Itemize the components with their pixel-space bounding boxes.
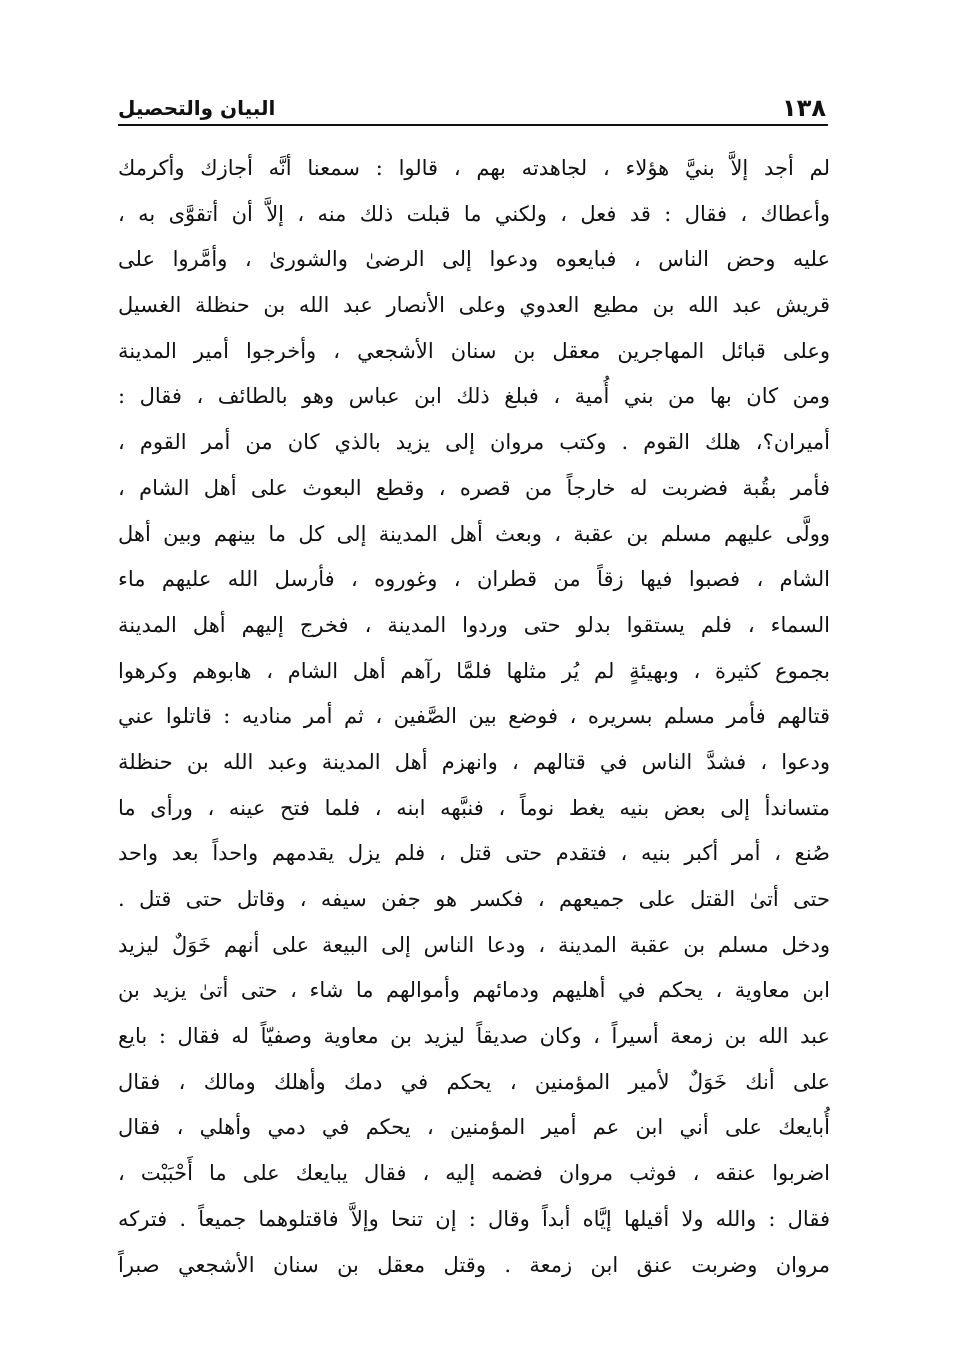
text-line: عليه وحض الناس ، فبايعوه ودعوا إلى الرضىٰ والشورىٰ ، وأمَّروا على xyxy=(118,247,830,272)
text-line: ودخل مسلم بن عقبة المدينة ، ودعا الناس إلى البيعة على أنهم خَوَلٌ ليزيد xyxy=(118,932,830,957)
text-line: أُبايعك على أني ابن عم أمير المؤمنين ، يحكم في دمي وأهلي ، فقال xyxy=(118,1115,830,1140)
text-line: السماء ، فلم يستقوا بدلو حتى وردوا المدينة ، فخرج إليهم أهل المدينة xyxy=(118,612,830,637)
text-line: وولَّى عليهم مسلم بن عقبة ، وبعث أهل المدينة إلى كل ما بينهم وبين أهل xyxy=(118,521,830,546)
text-line: ومن كان بها من بني أُمية ، فبلغ ذلك ابن عباس وهو بالطائف ، فقال : xyxy=(118,384,830,409)
text-line: حتى أتىٰ القتل على جميعهم ، فكسر هو جفن سيفه ، وقاتل حتى قتل . xyxy=(118,887,830,911)
text-line: لم أجد إلاَّ بنيَّ هؤلاء ، لجاهدته بهم ، قالوا : سمعنا أنَّه أجازك وأكرمك xyxy=(118,156,830,180)
text-line: وأعطاك ، فقال : قد فعل ، ولكني ما قبلت ذلك منه ، إلاَّ أن أتقوَّى به ، xyxy=(118,201,830,226)
page-number: ١٣٨ xyxy=(782,94,826,122)
text-line: مروان وضربت عنق ابن زمعة . وقتل معقل بن سنان الأشجعي صبراً xyxy=(118,1252,830,1277)
page-header xyxy=(118,82,826,122)
text-line: فقال : والله ولا أقيلها إيَّاه أبداً وقال : إن تنحا وإلاَّ فاقتلوهما جميعاً . فتركه xyxy=(118,1206,830,1231)
text-line: على أنك خَوَلٌ لأمير المؤمنين ، يحكم في دمك وأهلك ومالك ، فقال xyxy=(118,1069,830,1094)
header-rule xyxy=(118,124,828,126)
text-line: ودعوا ، فشدَّ الناس في قتالهم ، وانهزم أهل المدينة وعبد الله بن حنظلة xyxy=(118,749,830,774)
text-line: متساندأ إلى بعض بنيه يغط نوماً ، فنبَّهه ابنه ، فلما فتح عينه ، ورأى ما xyxy=(118,795,830,820)
text-line: اضربوا عنقه ، فوثب مروان فضمه إليه ، فقال يبايعك على ما أَحْبَبْت ، xyxy=(118,1161,830,1186)
text-line: بجموع كثيرة ، وبهيئةٍ لم يُر مثلها فلمَّا رآهم أهل الشام ، هابوهم وكرهوا xyxy=(118,658,830,683)
running-title: البيان والتحصيل xyxy=(118,96,276,120)
text-line: ابن معاوية ، يحكم في أهليهم ودمائهم وأموالهم ما شاء ، حتى أتىٰ يزيد بن xyxy=(118,978,830,1003)
text-line: وعلى قبائل المهاجرين معقل بن سنان الأشجعي ، وأخرجوا أمير المدينة xyxy=(118,338,830,363)
body-text xyxy=(118,146,830,1288)
text-line: قريش عبد الله بن مطيع العدوي وعلى الأنصار عبد الله بن حنظلة الغسيل xyxy=(118,293,830,318)
text-line: الشام ، فصبوا فيها زقاً من قطران ، وغوروه ، فأرسل الله عليهم ماء xyxy=(118,567,830,592)
text-line: أميران؟، هلك القوم . وكتب مروان إلى يزيد بالذي كان من أمر القوم ، xyxy=(118,430,830,455)
text-line: قتالهم فأمر مسلم بسريره ، فوضع بين الصَّفين ، ثم أمر مناديه : قاتلوا عني xyxy=(118,704,830,729)
text-line: عبد الله بن زمعة أسيراً ، وكان صديقاً ليزيد بن معاوية وصفيّاً له فقال : بايع xyxy=(118,1024,830,1049)
text-line: فأمر بقُبة فضربت له خارجاً من قصره ، وقطع البعوث على أهل الشام ، xyxy=(118,475,830,500)
text-line: صُنع ، أمر أكبر بنيه ، فتقدم حتى قتل ، فلم يزل يقدمهم واحداً بعد واحد xyxy=(118,841,830,866)
